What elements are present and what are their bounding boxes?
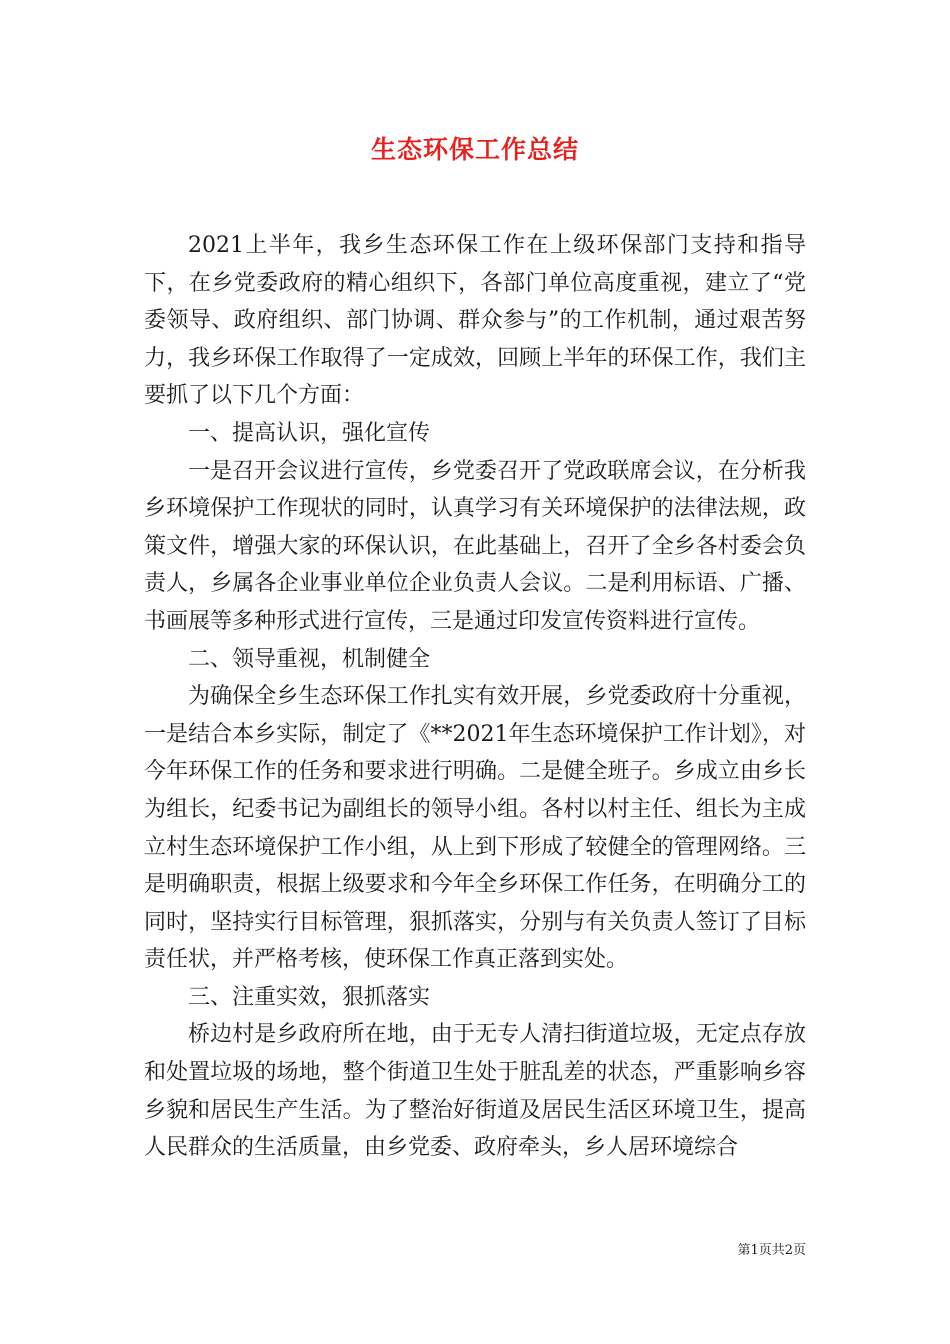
document-title: 生态环保工作总结 bbox=[370, 135, 579, 164]
document-body bbox=[144, 227, 806, 1167]
paragraph-section-1: 一是召开会议进行宣传，乡党委召开了党政联席会议，在分析我乡环境保护工作现状的同时，认真学习有关环境保护的法律法规，政策文件，增强大家的环保认识，在此基础上，召开了全乡各村委会负责人，乡属各企业事业单位企业负责人会议。二是利用标语、广播、书画展等多种形式进行宣传，三是通过印发宣传资料进行宣传。 bbox=[144, 458, 806, 634]
page-number: 第1页共2页 bbox=[737, 1243, 806, 1258]
paragraph-intro: 2021上半年，我乡生态环保工作在上级环保部门支持和指导下，在乡党委政府的精心组织下，各部门单位高度重视，建立了“党委领导、政府组织、部门协调、群众参与”的工作机制，通过艰苦努力，我乡环保工作取得了一定成效，回顾上半年的环保工作，我们主要抓了以下几个方面： bbox=[144, 233, 806, 409]
section-heading-2: 二、领导重视，机制健全 bbox=[188, 646, 431, 672]
section-heading-1: 一、提高认识，强化宣传 bbox=[188, 420, 431, 446]
section-heading-3: 三、注重实效，狠抓落实 bbox=[188, 984, 431, 1010]
paragraph-section-3: 桥边村是乡政府所在地，由于无专人清扫街道垃圾，无定点存放和处置垃圾的场地，整个街道卫生处于脏乱差的状态，严重影响乡容乡貌和居民生产生活。为了整治好街道及居民生活区环境卫生，提高人民群众的生活质量，由乡党委、政府牵头，乡人居环境综合 bbox=[144, 1022, 806, 1161]
paragraph-section-2: 为确保全乡生态环保工作扎实有效开展，乡党委政府十分重视，一是结合本乡实际，制定了《**2021年生态环境保护工作计划》，对今年环保工作的任务和要求进行明确。二是健全班子。乡成立由乡长为组长，纪委书记为副组长的领导小组。各村以村主任、组长为主成立村生态环境保护工作小组，从上到下形成了较健全的管理网络。三是明确职责，根据上级要求和今年全乡环保工作任务，在明确分工的同时，坚持实行目标管理，狠抓落实，分别与有关负责人签订了目标责任状，并严格考核，使环保工作真正落到实处。 bbox=[144, 684, 806, 973]
